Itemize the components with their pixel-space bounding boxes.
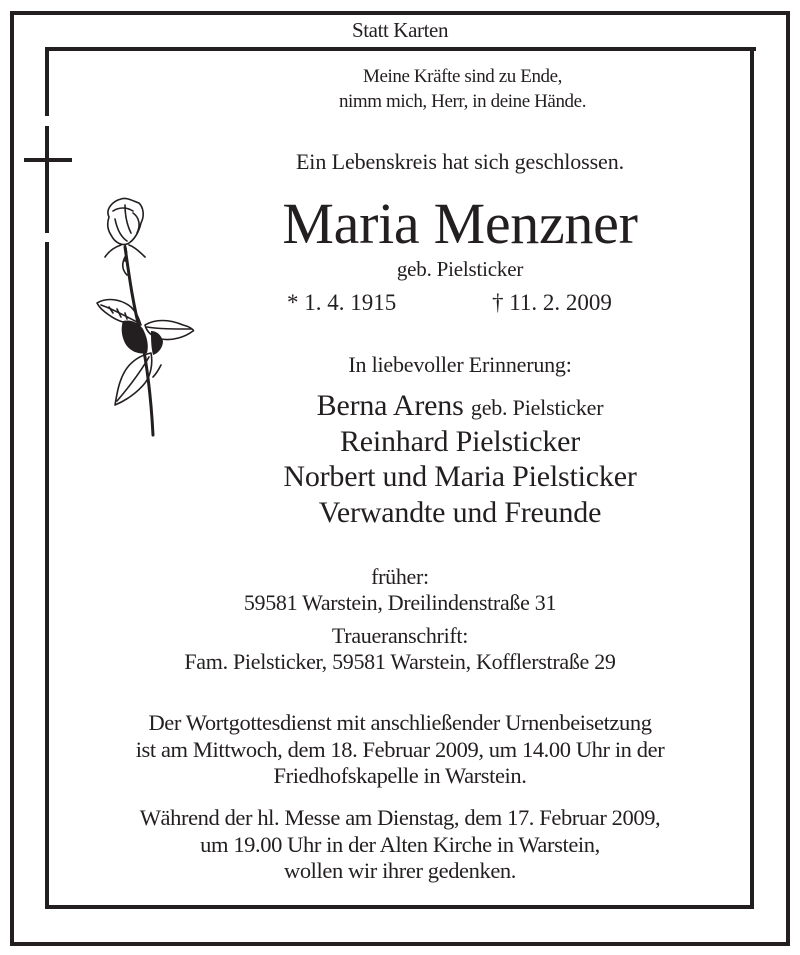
rose-icon	[95, 195, 200, 445]
former-address-value: 59581 Warstein, Dreilindenstraße 31	[243, 590, 557, 615]
mass-line-1: Während der hl. Messe am Dienstag, dem 17. Februar 2009,	[139, 805, 661, 830]
mourner-4	[220, 498, 700, 528]
intro-text: Ein Lebenskreis hat sich geschlossen.	[295, 149, 625, 174]
cross-vertical-bar	[45, 126, 49, 233]
service-line-3: Friedhofskapelle in Warstein.	[273, 763, 527, 788]
quote-line-1: Meine Kräfte sind zu Ende,	[362, 66, 563, 87]
death-date: † 11. 2. 2009	[492, 290, 612, 315]
mourner-name: Verwandte und Freunde	[318, 496, 602, 529]
mourning-address-label: Traueranschrift:	[331, 623, 469, 648]
birth-date: * 1. 4. 1915	[287, 290, 397, 315]
header-label: Statt Karten	[351, 18, 449, 42]
inner-frame-left-border-upper	[45, 47, 49, 116]
mourner-name: Norbert und Maria Pielsticker	[283, 460, 637, 493]
former-address-label: früher:	[371, 564, 429, 589]
mass-line-3: wollen wir ihrer gedenken.	[283, 858, 516, 883]
service-line-1: Der Wortgottesdienst mit anschließender Urnenbeisetzung	[148, 710, 652, 735]
life-dates	[0, 291, 800, 317]
mourning-address-value: Fam. Pielsticker, 59581 Warstein, Kofflerstraße 29	[184, 649, 616, 674]
inner-frame-right-border	[750, 47, 754, 909]
mourner-name: Berna Arens	[316, 389, 464, 422]
mass-line-2: um 19.00 Uhr in der Alten Kirche in Warstein,	[200, 832, 600, 857]
deceased-name: Maria Menzner	[282, 191, 638, 256]
inner-frame-left-border-lower	[45, 242, 49, 909]
mourner-3	[220, 462, 700, 492]
deceased-maiden-name: geb. Pielsticker	[396, 257, 524, 281]
inner-frame-top-border	[45, 47, 756, 51]
mourner-1	[220, 391, 700, 421]
mourner-suffix: geb. Pielsticker	[470, 395, 604, 420]
cross-horizontal-bar	[24, 158, 72, 162]
mourner-name: Reinhard Pielsticker	[339, 425, 581, 458]
mourner-2	[220, 427, 700, 457]
memory-heading: In liebevoller Erinnerung:	[348, 352, 572, 377]
inner-frame-bottom-border	[45, 905, 754, 909]
service-line-2: ist am Mittwoch, dem 18. Februar 2009, um 14.00 Uhr in der	[135, 737, 665, 762]
quote-line-2: nimm mich, Herr, in deine Hände.	[338, 91, 587, 112]
